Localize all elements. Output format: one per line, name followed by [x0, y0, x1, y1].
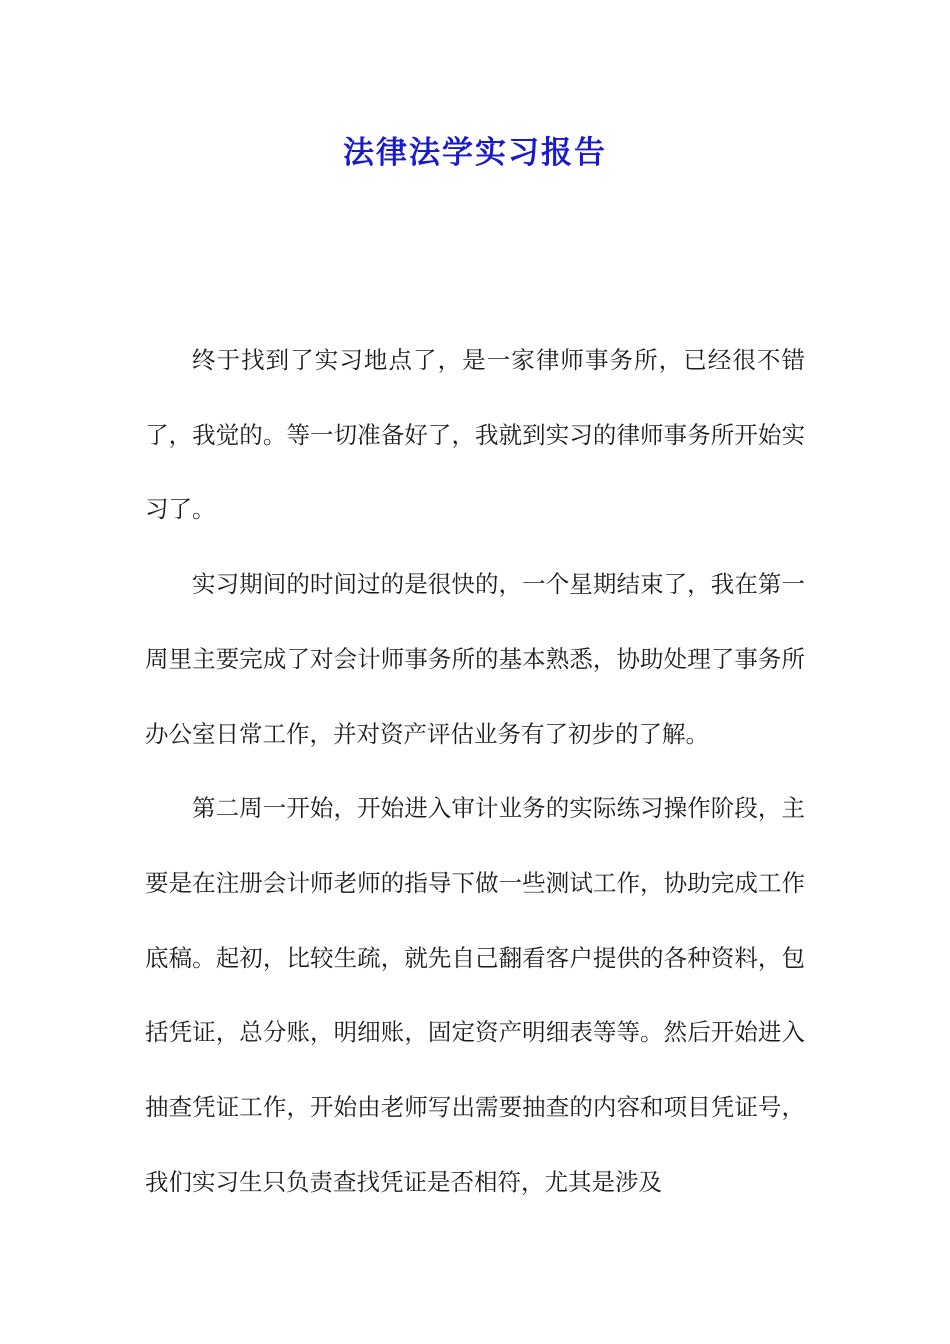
paragraph-2: 实习期间的时间过的是很快的，一个星期结束了，我在第一周里主要完成了对会计师事务所的基本熟悉，协助处理了事务所办公室日常工作，并对资产评估业务有了初步的了解。 — [145, 570, 805, 748]
paragraph-3: 第二周一开始，开始进入审计业务的实际练习操作阶段，主要是在注册会计师老师的指导下做一些测试工作，协助完成工作底稿。起初，比较生疏，就先自己翻看客户提供的各种资料，包括凭证，总分账，明细账，固定资产明细表等等。然后开始进入抽查凭证工作，开始由老师写出需要抽查的内容和项目凭证号，我们实习生只负责查找凭证是否相符，尤其是涉及 — [145, 794, 805, 1196]
document-title: 法律法学实习报告 — [343, 135, 607, 171]
document-body — [145, 323, 805, 1219]
paragraph-1: 终于找到了实习地点了，是一家律师事务所，已经很不错了，我觉的。等一切准备好了，我就到实习的律师事务所开始实习了。 — [145, 346, 805, 524]
